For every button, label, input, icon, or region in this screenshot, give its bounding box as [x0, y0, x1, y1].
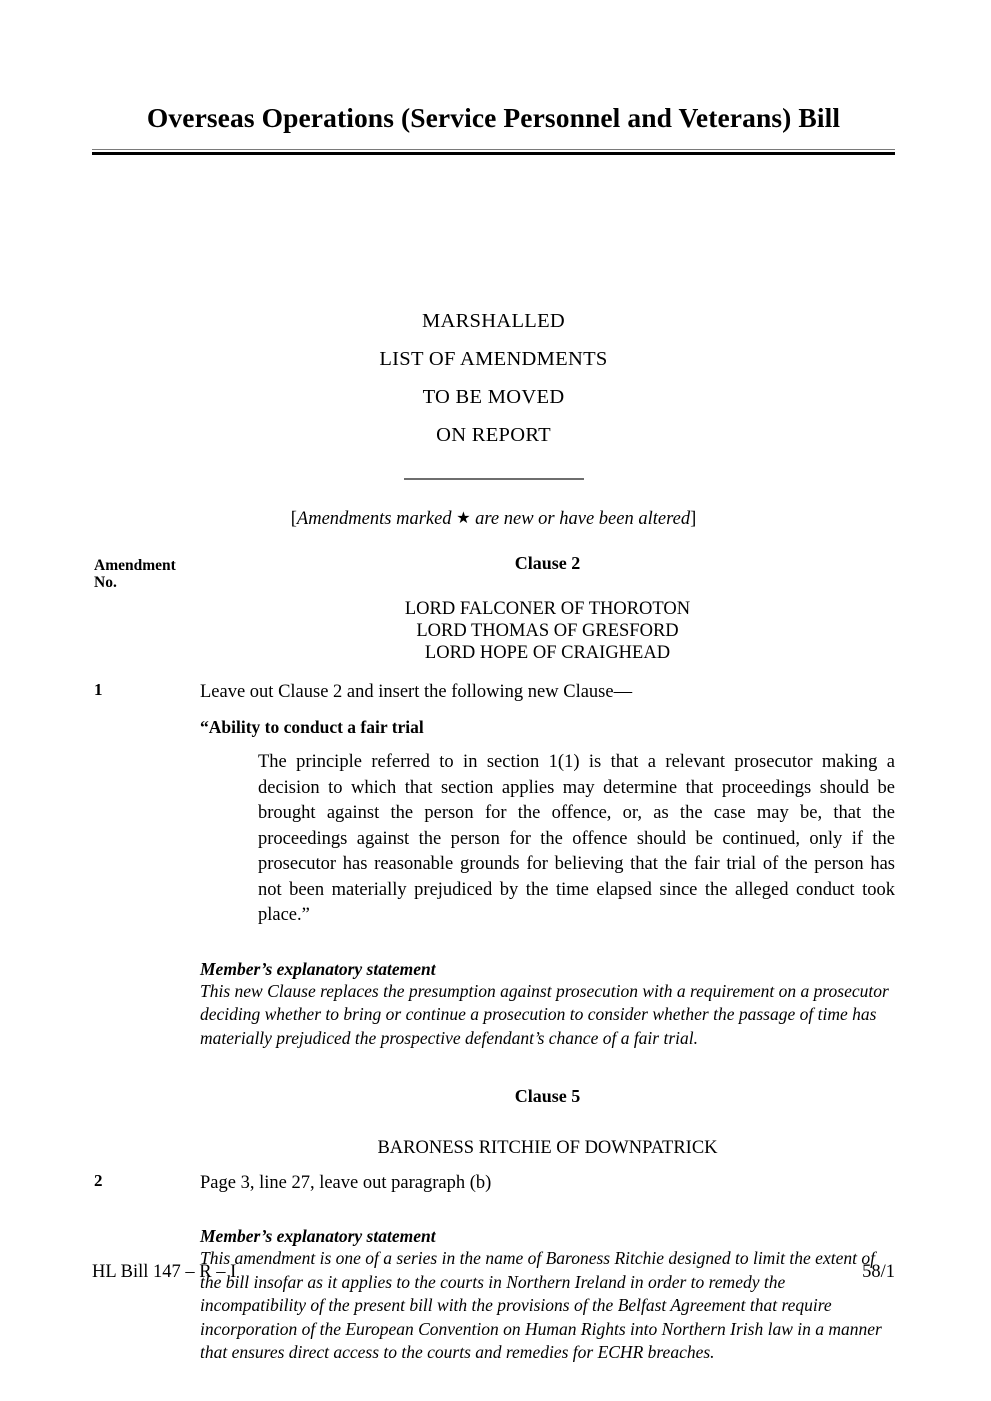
amendment-instruction: Leave out Clause 2 and insert the following new Clause—: [200, 682, 633, 702]
sponsor-name: LORD FALCONER OF THOROTON: [404, 599, 691, 619]
sponsor-name: LORD HOPE OF CRAIGHEAD: [424, 643, 671, 663]
bill-reference: HL Bill 147 – R – I: [92, 1262, 237, 1282]
amendment-number: 1: [94, 680, 103, 699]
note-text-before: Amendments marked: [296, 509, 457, 529]
section-clause-5: [94, 1086, 895, 1365]
marshalled-list-headings: [92, 302, 895, 480]
amendments-content: [94, 553, 895, 1365]
page-title: Overseas Operations (Service Personnel and Veterans) Bill: [146, 102, 841, 133]
amendment-number: 2: [94, 1171, 103, 1190]
heading-line-4: ON REPORT: [436, 424, 551, 446]
heading-line-3: TO BE MOVED: [422, 386, 565, 408]
heading-line-2: LIST OF AMENDMENTS: [379, 348, 608, 370]
heading-line-1: MARSHALLED: [421, 310, 566, 332]
note-close-bracket: ]: [690, 509, 697, 529]
note-text-after: are new or have been altered: [470, 509, 691, 529]
sponsor-name: LORD THOMAS OF GRESFORD: [416, 621, 679, 641]
amendments-star-note: [92, 509, 895, 530]
title-block: [92, 98, 895, 155]
sponsor-name: BARONESS RITCHIE OF DOWNPATRICK: [377, 1138, 718, 1158]
explanatory-statement-text: This new Clause replaces the presumption against prosecution with a requirement on a prosecutor deciding whether to bring or continue a prosecution to consider whether the passage of time has materially prejudiced the prospective defendant’s chance of a fair trial.: [200, 980, 889, 1048]
note-open-bracket: [: [290, 509, 297, 529]
sponsor-list: [94, 1137, 895, 1159]
explanatory-statement-heading: Member’s explanatory statement: [200, 1226, 436, 1246]
section-separator-rule: [404, 478, 584, 480]
amendment-entry: [94, 1171, 895, 1196]
page-number: 58/1: [862, 1262, 895, 1282]
page-footer: [92, 1262, 895, 1283]
divider-thick-line: [92, 152, 895, 155]
title-divider: [92, 149, 895, 155]
amendment-entry: [94, 680, 895, 705]
star-icon: ★: [456, 510, 471, 527]
explanatory-statement-heading: Member’s explanatory statement: [200, 958, 436, 979]
explanatory-statement: [94, 959, 895, 1051]
new-clause-body: The principle referred to in section 1(1) is that a relevant prosecutor making a decision to which that section applies may determine that proceedings should be brought against the person for the offence, or, as the case may be, that the proceedings against the person for the offence should be continued, only if the prosecutor has reasonable grounds for believing that the fair trial of the person has not been materially prejudiced by the time elapsed since the alleged conduct took place.”: [258, 752, 895, 925]
amendment-instruction: Page 3, line 27, leave out paragraph (b): [200, 1173, 492, 1193]
section-clause-2: [94, 553, 895, 1050]
clause-heading: Clause 2: [514, 553, 581, 573]
sponsor-list: [94, 598, 895, 664]
amendment-label-line-1: Amendment: [94, 557, 176, 574]
amendment-label-line-2: No.: [94, 574, 117, 591]
new-clause-title: “Ability to conduct a fair trial: [200, 717, 424, 737]
clause-heading: Clause 5: [514, 1086, 581, 1106]
explanatory-statement: [94, 1226, 895, 1365]
explanatory-statement-text: This amendment is one of a series in the name of Baroness Ritchie designed to limit the extent of the bill insofar as it applies to the courts in Northern Ireland in order to remedy the incompatibility of the present bill with the provisions of the Belfast Agreement that require incorporation of the European Convention on Human Rights into Northern Irish law in a manner that ensures direct access to the courts and remedies for ECHR breaches.: [200, 1248, 882, 1362]
